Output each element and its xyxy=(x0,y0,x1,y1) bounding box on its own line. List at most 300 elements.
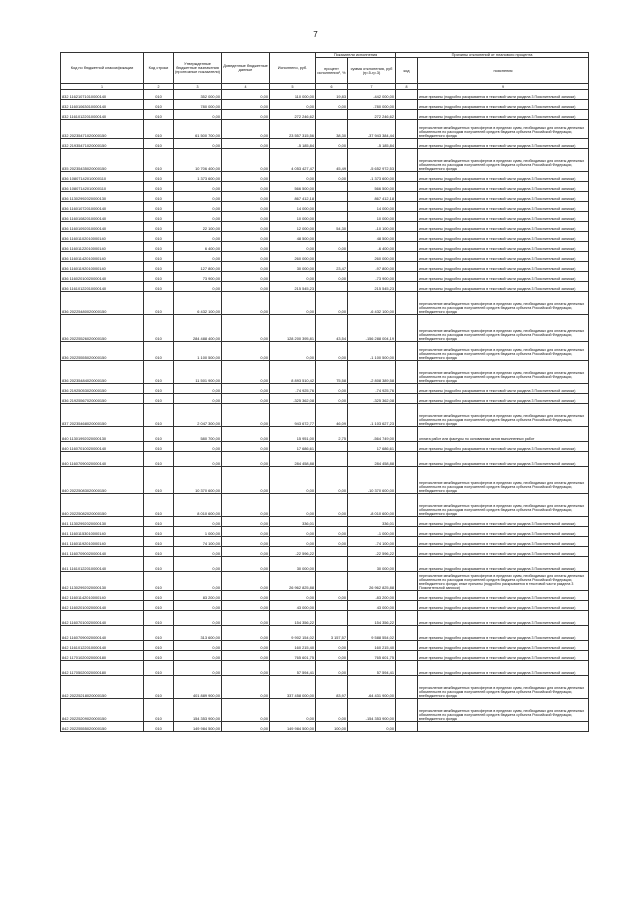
line-code-cell: 010 xyxy=(144,452,174,467)
limits-cell: 0,00 xyxy=(222,394,270,404)
budget-code-cell: 836 10807142010000110 xyxy=(61,182,144,192)
line-code-cell: 010 xyxy=(144,557,174,572)
table-row xyxy=(61,342,589,361)
limits-cell: 0,00 xyxy=(222,110,270,120)
limits-cell: 0,00 xyxy=(222,442,270,452)
reason-code-cell xyxy=(396,110,418,120)
deviation-cell: 867 412,18 xyxy=(348,192,396,202)
deviation-cell: -1 100 500,00 xyxy=(348,342,396,361)
deviation-cell: -10 370 600,00 xyxy=(348,467,396,494)
table-row xyxy=(61,641,589,651)
line-code-cell: 010 xyxy=(144,527,174,537)
percent-cell: 0,00 xyxy=(316,537,348,547)
reason-text-cell: иные причины (подробно раскрывается в текстовой части раздела 3 Пояснительной записки) xyxy=(418,527,589,537)
budget-code-cell: 836 11601192010000140 xyxy=(61,262,144,272)
line-code-cell: 010 xyxy=(144,315,174,342)
deviation-cell: 43 000,00 xyxy=(348,601,396,611)
reason-text-cell: перечисление межбюджетных трансфертов в пределах сумм, необходимых для оплаты денежных обязательств по расходам получателей средств бюджета субъекта Российской Федерации, внебюджетного фонда xyxy=(418,149,589,172)
limits-cell: 0,00 xyxy=(222,404,270,427)
reason-code-cell xyxy=(396,242,418,252)
approved-cell: 0,00 xyxy=(174,641,222,651)
executed-cell: 30 000,00 xyxy=(270,557,316,572)
reason-code-cell xyxy=(396,120,418,139)
table-row xyxy=(61,242,589,252)
approved-cell: 0,00 xyxy=(174,611,222,626)
line-code-cell: 010 xyxy=(144,494,174,517)
reason-code-cell xyxy=(396,394,418,404)
table-row xyxy=(61,442,589,452)
col-header-percent: процент исполнения¹, % xyxy=(316,58,348,84)
limits-cell: 0,00 xyxy=(222,192,270,202)
approved-cell: 10 370 600,00 xyxy=(174,467,222,494)
line-code-cell: 010 xyxy=(144,90,174,100)
table-row xyxy=(61,272,589,282)
percent-cell: 3 157,57 xyxy=(316,626,348,641)
budget-code-cell: 842 11602010020000140 xyxy=(61,601,144,611)
line-code-cell: 010 xyxy=(144,651,174,661)
limits-cell: 0,00 xyxy=(222,467,270,494)
line-code-cell: 010 xyxy=(144,467,174,494)
reason-text-cell: иные причины (подробно раскрывается в текстовой части раздела 3 Пояснительной записки) xyxy=(418,661,589,676)
table-row xyxy=(61,494,589,517)
budget-code-cell: 841 11610122010000140 xyxy=(61,557,144,572)
table-row xyxy=(61,427,589,442)
approved-cell: 0,00 xyxy=(174,394,222,404)
reason-text-cell: иные причины (подробно раскрывается в текстовой части раздела 3 Пояснительной записки) xyxy=(418,139,589,149)
reason-text-cell: перечисление межбюджетных трансфертов в пределах сумм, необходимых для оплаты денежных обязательств по расходам получателей средств бюджета субъекта Российской Федерации, внебюджетного фонда xyxy=(418,467,589,494)
budget-code-cell: 841 11601192010000140 xyxy=(61,537,144,547)
line-code-cell: 010 xyxy=(144,537,174,547)
approved-cell: 0,00 xyxy=(174,517,222,527)
reason-text-cell: иные причины (подробно раскрывается в текстовой части раздела 3 Пояснительной записки) xyxy=(418,557,589,572)
deviation-cell: -6 400,00 xyxy=(348,242,396,252)
reason-code-cell xyxy=(396,467,418,494)
approved-cell: 352 000,00 xyxy=(174,90,222,100)
line-code-cell: 010 xyxy=(144,149,174,172)
executed-cell: 149 984 500,00 xyxy=(270,722,316,732)
executed-cell: 30 000,00 xyxy=(270,262,316,272)
deviation-cell: 14 000,00 xyxy=(348,202,396,212)
deviation-cell: 26 962 825,88 xyxy=(348,572,396,591)
limits-cell: 0,00 xyxy=(222,100,270,110)
budget-code-cell: 835 20235435020000150 xyxy=(61,149,144,172)
percent-cell xyxy=(316,442,348,452)
budget-code-cell: 842 11610122010000140 xyxy=(61,641,144,651)
limits-cell: 0,00 xyxy=(222,651,270,661)
line-code-cell: 010 xyxy=(144,110,174,120)
deviation-cell: -1 000,00 xyxy=(348,527,396,537)
reason-text-cell: иные причины (подробно раскрывается в текстовой части раздела 3 Пояснительной записки) xyxy=(418,641,589,651)
line-code-cell: 010 xyxy=(144,547,174,557)
limits-cell: 0,00 xyxy=(222,90,270,100)
table-row xyxy=(61,202,589,212)
reason-text-cell: иные причины (подробно раскрывается в текстовой части раздела 3 Пояснительной записки) xyxy=(418,537,589,547)
executed-cell: 17 686,61 xyxy=(270,442,316,452)
limits-cell: 0,00 xyxy=(222,232,270,242)
percent-cell: 0,00 xyxy=(316,661,348,676)
limits-cell: 0,00 xyxy=(222,494,270,517)
approved-cell: 127 800,00 xyxy=(174,262,222,272)
table-row xyxy=(61,282,589,292)
executed-cell: 14 000,00 xyxy=(270,202,316,212)
approved-cell: 1 000,00 xyxy=(174,527,222,537)
executed-cell: 0,00 xyxy=(270,100,316,110)
approved-cell: 8 010 600,00 xyxy=(174,494,222,517)
limits-cell: 0,00 xyxy=(222,149,270,172)
reason-code-cell xyxy=(396,699,418,722)
budget-execution-table xyxy=(60,52,589,732)
line-code-cell: 010 xyxy=(144,384,174,394)
approved-cell: 0,00 xyxy=(174,601,222,611)
approved-cell: 0,00 xyxy=(174,651,222,661)
deviation-cell: -22 596,22 xyxy=(348,547,396,557)
percent-cell: 0,00 xyxy=(316,651,348,661)
deviation-cell: 160 215,40 xyxy=(348,641,396,651)
percent-cell: 46,09 xyxy=(316,404,348,427)
percent-cell xyxy=(316,611,348,626)
percent-cell: 0,00 xyxy=(316,527,348,537)
budget-code-cell: 832 11610122010000140 xyxy=(61,110,144,120)
executed-cell: 943 672,77 xyxy=(270,404,316,427)
percent-cell: 0,00 xyxy=(316,242,348,252)
table-row xyxy=(61,547,589,557)
reason-code-cell xyxy=(396,172,418,182)
reason-text-cell: оплата работ или фактуры по основаниям актов выполненных работ xyxy=(418,427,589,442)
percent-cell: 75,58 xyxy=(316,361,348,384)
approved-cell: 0,00 xyxy=(174,557,222,572)
table-row xyxy=(61,517,589,527)
reason-text-cell: перечисление межбюджетных трансфертов в пределах сумм, необходимых для оплаты денежных обязательств по расходам получателей средств бюджета субъекта Российской Федерации, внебюджетного фонда xyxy=(418,676,589,699)
limits-cell: 0,00 xyxy=(222,182,270,192)
col-header-limits: Доведенные бюджетные данные xyxy=(222,53,270,84)
executed-cell: -5 185,84 xyxy=(270,139,316,149)
executed-cell: 23 557 315,56 xyxy=(270,120,316,139)
percent-cell: 54,30 xyxy=(316,222,348,232)
deviation-cell: 336,01 xyxy=(348,517,396,527)
reason-code-cell xyxy=(396,192,418,202)
percent-cell: 0,00 xyxy=(316,139,348,149)
approved-cell: 0,00 xyxy=(174,192,222,202)
deviation-cell: 272 246,62 xyxy=(348,110,396,120)
table-row xyxy=(61,591,589,601)
budget-code-cell: 836 20235484020000150 xyxy=(61,361,144,384)
table-row xyxy=(61,232,589,242)
table-row xyxy=(61,192,589,202)
limits-cell: 0,00 xyxy=(222,547,270,557)
executed-cell: 0,00 xyxy=(270,342,316,361)
limits-cell: 0,00 xyxy=(222,611,270,626)
budget-code-cell: 840 11607010020000140 xyxy=(61,442,144,452)
percent-cell: 0,00 xyxy=(316,384,348,394)
deviation-cell: -5 185,84 xyxy=(348,139,396,149)
group-header-indicators: Показатели исполнения xyxy=(316,53,396,58)
line-code-cell: 010 xyxy=(144,572,174,591)
budget-code-cell: 841 11601153010000140 xyxy=(61,527,144,537)
executed-cell: 336,01 xyxy=(270,517,316,527)
limits-cell: 0,00 xyxy=(222,172,270,182)
deviation-cell: -564 749,00 xyxy=(348,427,396,442)
reason-text-cell: иные причины (подробно раскрывается в текстовой части раздела 3 Пояснительной записки) xyxy=(418,442,589,452)
reason-text-cell: иные причины (подробно раскрывается в текстовой части раздела 3 Пояснительной записки) xyxy=(418,212,589,222)
line-code-cell: 010 xyxy=(144,442,174,452)
deviation-cell: -74 925,76 xyxy=(348,384,396,394)
budget-code-cell: 842 11607010020000140 xyxy=(61,611,144,626)
line-code-cell: 010 xyxy=(144,626,174,641)
reason-code-cell xyxy=(396,222,418,232)
executed-cell: 215 545,23 xyxy=(270,282,316,292)
table-row xyxy=(61,699,589,722)
approved-cell: 401 889 900,00 xyxy=(174,676,222,699)
budget-code-cell: 837 20235468020000150 xyxy=(61,404,144,427)
executed-cell: 260 000,00 xyxy=(270,252,316,262)
reason-code-cell xyxy=(396,517,418,527)
executed-cell: 12 000,00 xyxy=(270,222,316,232)
executed-cell: 0,00 xyxy=(270,292,316,315)
deviation-cell: -325 362,08 xyxy=(348,394,396,404)
limits-cell: 0,00 xyxy=(222,272,270,282)
reason-code-cell xyxy=(396,611,418,626)
limits-cell: 0,00 xyxy=(222,452,270,467)
reason-code-cell xyxy=(396,342,418,361)
approved-cell: 6 432 100,00 xyxy=(174,292,222,315)
executed-cell: -22 596,22 xyxy=(270,547,316,557)
table-row xyxy=(61,467,589,494)
executed-cell: 128 200 395,81 xyxy=(270,315,316,342)
percent-cell xyxy=(316,601,348,611)
deviation-cell: 215 545,23 xyxy=(348,282,396,292)
deviation-cell: -83 200,00 xyxy=(348,591,396,601)
limits-cell: 0,00 xyxy=(222,661,270,676)
line-code-cell: 010 xyxy=(144,427,174,442)
reason-code-cell xyxy=(396,527,418,537)
table-row xyxy=(61,651,589,661)
limits-cell: 0,00 xyxy=(222,212,270,222)
line-code-cell: 010 xyxy=(144,192,174,202)
deviation-cell: -73 900,00 xyxy=(348,272,396,282)
line-code-cell: 010 xyxy=(144,172,174,182)
percent-cell: 0,00 xyxy=(316,467,348,494)
deviation-cell: -442 000,00 xyxy=(348,90,396,100)
approved-cell: 83 200,00 xyxy=(174,591,222,601)
approved-cell: 580 700,00 xyxy=(174,427,222,442)
percent-cell xyxy=(316,232,348,242)
table-row xyxy=(61,611,589,626)
executed-cell: 284 458,88 xyxy=(270,452,316,467)
table-row xyxy=(61,139,589,149)
deviation-cell: -64 431 900,00 xyxy=(348,676,396,699)
executed-cell: 8 893 510,42 xyxy=(270,361,316,384)
reason-code-cell xyxy=(396,202,418,212)
executed-cell: 15 951,00 xyxy=(270,427,316,442)
budget-code-cell: 836 11602010020000140 xyxy=(61,272,144,282)
deviation-cell: -10 100,00 xyxy=(348,222,396,232)
limits-cell: 0,00 xyxy=(222,384,270,394)
limits-cell: 0,00 xyxy=(222,252,270,262)
limits-cell: 0,00 xyxy=(222,699,270,722)
line-code-cell: 010 xyxy=(144,242,174,252)
reason-text-cell: перечисление межбюджетных трансфертов в пределах сумм, необходимых для оплаты денежных обязательств по расходам получателей средств бюджета субъекта Российской Федерации, внебюджетного фонда xyxy=(418,494,589,517)
budget-code-cell: 836 11601092010000140 xyxy=(61,222,144,232)
reason-text-cell: иные причины (подробно раскрывается в текстовой части раздела 3 Пояснительной записки) xyxy=(418,601,589,611)
column-number: 9 xyxy=(418,84,589,90)
reason-code-cell xyxy=(396,722,418,732)
line-code-cell: 010 xyxy=(144,182,174,192)
reason-code-cell xyxy=(396,676,418,699)
line-code-cell: 010 xyxy=(144,100,174,110)
deviation-cell: -1 103 627,23 xyxy=(348,404,396,427)
percent-cell xyxy=(316,192,348,202)
table-row xyxy=(61,120,589,139)
percent-cell: 0,00 xyxy=(316,100,348,110)
approved-cell: 74 100,00 xyxy=(174,537,222,547)
limits-cell: 0,00 xyxy=(222,557,270,572)
executed-cell: 0,00 xyxy=(270,527,316,537)
budget-code-cell: 836 11601072010000140 xyxy=(61,202,144,212)
reason-code-cell xyxy=(396,252,418,262)
reason-text-cell: иные причины (подробно раскрывается в текстовой части раздела 3 Пояснительной записки) xyxy=(418,192,589,202)
table-body xyxy=(61,90,589,732)
reason-code-cell xyxy=(396,572,418,591)
percent-cell xyxy=(316,202,348,212)
table-row xyxy=(61,292,589,315)
deviation-cell: 260 000,00 xyxy=(348,252,396,262)
line-code-cell: 010 xyxy=(144,591,174,601)
line-code-cell: 010 xyxy=(144,661,174,676)
line-code-cell: 010 xyxy=(144,601,174,611)
executed-cell: 0,00 xyxy=(270,591,316,601)
percent-cell: 2,75 xyxy=(316,427,348,442)
reason-code-cell xyxy=(396,601,418,611)
limits-cell: 0,00 xyxy=(222,315,270,342)
line-code-cell: 010 xyxy=(144,722,174,732)
reason-text-cell: иные причины (подробно раскрывается в текстовой части раздела 3 Пояснительной записки) xyxy=(418,182,589,192)
reason-text-cell: иные причины (подробно раскрывается в текстовой части раздела 3 Пояснительной записки) xyxy=(418,394,589,404)
approved-cell: 0,00 xyxy=(174,232,222,242)
limits-cell: 0,00 xyxy=(222,591,270,601)
approved-cell: 0,00 xyxy=(174,661,222,676)
reason-code-cell xyxy=(396,547,418,557)
executed-cell: 0,00 xyxy=(270,172,316,182)
approved-cell: 0,00 xyxy=(174,212,222,222)
reason-text-cell: иные причины (подробно раскрывается в текстовой части раздела 3 Пояснительной записки) xyxy=(418,222,589,232)
executed-cell: 0,00 xyxy=(270,537,316,547)
reason-text-cell: иные причины (подробно раскрывается в текстовой части раздела 3 Пояснительной записки) xyxy=(418,232,589,242)
deviation-cell: 154 356,22 xyxy=(348,611,396,626)
budget-code-cell: 836 11601102010000140 xyxy=(61,232,144,242)
table-row xyxy=(61,361,589,384)
reason-code-cell xyxy=(396,651,418,661)
approved-cell: 0,00 xyxy=(174,384,222,394)
budget-code-cell: 836 11601122010000140 xyxy=(61,242,144,252)
reason-code-cell xyxy=(396,315,418,342)
reason-code-cell xyxy=(396,212,418,222)
reason-code-cell xyxy=(396,384,418,394)
table-row xyxy=(61,149,589,172)
budget-code-cell: 836 11601082010000140 xyxy=(61,212,144,222)
reason-text-cell: иные причины (подробно раскрывается в текстовой части раздела 3 Пояснительной записки) xyxy=(418,100,589,110)
percent-cell: 43,54 xyxy=(316,315,348,342)
table-row xyxy=(61,222,589,232)
percent-cell: 0,00 xyxy=(316,394,348,404)
percent-cell: 19,83 xyxy=(316,90,348,100)
reason-text-cell: иные причины (подробно раскрывается в текстовой части раздела 3 Пояснительной записки) xyxy=(418,591,589,601)
limits-cell: 0,00 xyxy=(222,517,270,527)
reason-text-cell: перечисление межбюджетных трансфертов в пределах сумм, необходимых для оплаты денежных обязательств по расходам получателей средств бюджета субъекта Российской Федерации, внебюджетного фонда xyxy=(418,342,589,361)
table-row xyxy=(61,601,589,611)
percent-cell: 45,49 xyxy=(316,149,348,172)
approved-cell: 61 500 700,00 xyxy=(174,120,222,139)
column-number: 1 xyxy=(61,84,144,90)
budget-code-cell: 842 20225555020000150 xyxy=(61,722,144,732)
line-code-cell: 010 xyxy=(144,676,174,699)
deviation-cell: 765 601,75 xyxy=(348,651,396,661)
reason-text-cell: иные причины (подробно раскрывается в текстовой части раздела 3 Пояснительной записки) xyxy=(418,262,589,272)
table-row xyxy=(61,557,589,572)
line-code-cell: 010 xyxy=(144,262,174,272)
reason-code-cell xyxy=(396,452,418,467)
deviation-cell: 17 686,61 xyxy=(348,442,396,452)
deviation-cell: 30 000,00 xyxy=(348,557,396,572)
executed-cell: 0,00 xyxy=(270,467,316,494)
limits-cell: 0,00 xyxy=(222,641,270,651)
budget-code-cell: 832 21935471020000150 xyxy=(61,139,144,149)
line-code-cell: 010 xyxy=(144,282,174,292)
reason-code-cell xyxy=(396,139,418,149)
budget-code-cell: 842 11601142010000140 xyxy=(61,591,144,601)
percent-cell xyxy=(316,282,348,292)
budget-code-cell: 842 11705020020000180 xyxy=(61,661,144,676)
column-number: 6 xyxy=(316,84,348,90)
table-row xyxy=(61,182,589,192)
executed-cell: 154 356,22 xyxy=(270,611,316,626)
table-row xyxy=(61,212,589,222)
percent-cell xyxy=(316,182,348,192)
table-row xyxy=(61,572,589,591)
deviation-cell: -154 353 900,00 xyxy=(348,699,396,722)
deviation-cell: -97 800,00 xyxy=(348,262,396,272)
deviation-cell: 566 500,00 xyxy=(348,182,396,192)
deviation-cell: -1 373 600,00 xyxy=(348,172,396,182)
reason-text-cell: иные причины (подробно раскрывается в текстовой части раздела 3 Пояснительной записки) xyxy=(418,202,589,212)
limits-cell: 0,00 xyxy=(222,676,270,699)
line-code-cell: 010 xyxy=(144,699,174,722)
approved-cell: 0,00 xyxy=(174,139,222,149)
reason-code-cell xyxy=(396,282,418,292)
deviation-cell: -37 943 384,44 xyxy=(348,120,396,139)
executed-cell: 0,00 xyxy=(270,272,316,282)
reason-text-cell: перечисление межбюджетных трансфертов в пределах сумм, необходимых для оплаты денежных обязательств по расходам получателей средств бюджета субъекта Российской Федерации, внебюджетного фонда xyxy=(418,361,589,384)
executed-cell: 48 500,00 xyxy=(270,232,316,242)
table-row xyxy=(61,661,589,676)
table-row xyxy=(61,252,589,262)
reason-code-cell xyxy=(396,494,418,517)
limits-cell: 0,00 xyxy=(222,626,270,641)
reason-text-cell: иные причины (подробно раскрывается в текстовой части раздела 3 Пояснительной записки) xyxy=(418,110,589,120)
executed-cell: 0,00 xyxy=(270,242,316,252)
limits-cell: 0,00 xyxy=(222,722,270,732)
budget-code-cell: 836 21925053020000150 xyxy=(61,384,144,394)
table-row xyxy=(61,262,589,272)
limits-cell: 0,00 xyxy=(222,139,270,149)
approved-cell: 284 488 400,00 xyxy=(174,315,222,342)
percent-cell: 0,00 xyxy=(316,272,348,282)
executed-cell: 0,00 xyxy=(270,699,316,722)
column-number: 2 xyxy=(144,84,174,90)
table-row xyxy=(61,537,589,547)
approved-cell: 0,00 xyxy=(174,442,222,452)
group-header-reasons: Причины отклонений от планового процента xyxy=(396,53,589,58)
line-code-cell: 010 xyxy=(144,517,174,527)
